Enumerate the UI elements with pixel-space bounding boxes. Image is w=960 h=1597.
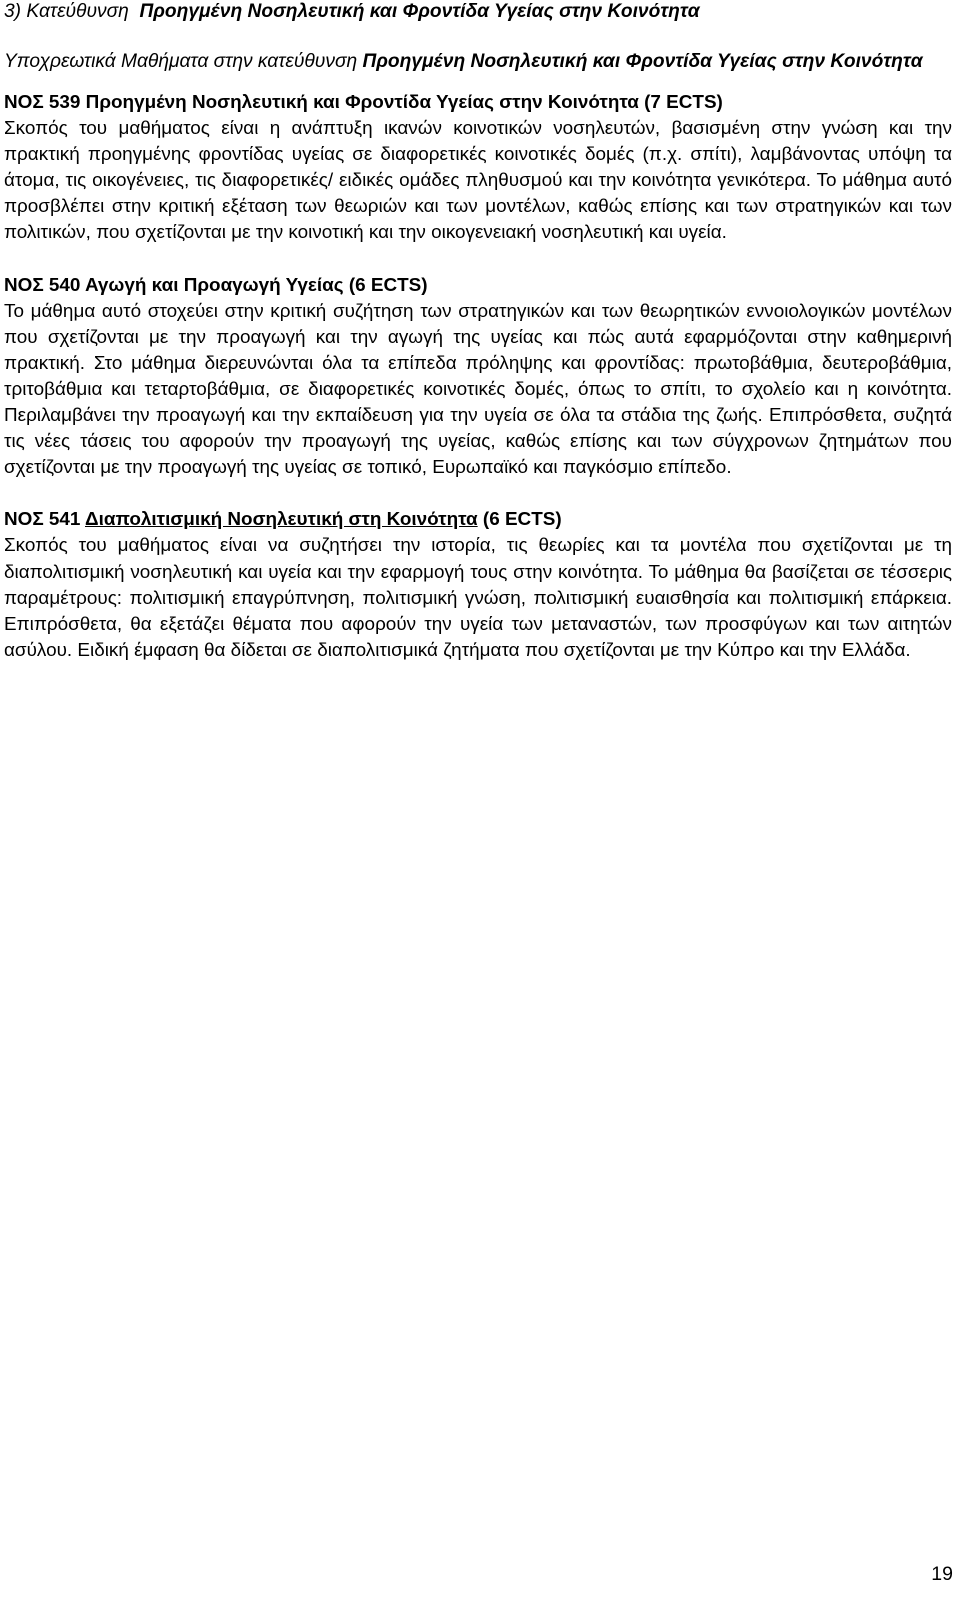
course-description: Σκοπός του μαθήματος είναι να συζητήσει την ιστορία, τις θεωρίες και τα μοντέλα που σχετίζονται με τη διαπολιτισμική νοσηλευτική και υγεία και την εφαρμογή τους στην κοινότητα. Το μάθημα θα βασίζεται σε τέσσερις παραμέτρους: πολιτισμική επαγρύπνηση, πολιτισμική γνώση, πολιτισμική ευαισθησία και πολιτισμική επάρκεια. Επιπρόσθετα, θα εξετάζει θέματα που αφορούν την υγεία των μεταναστών, των προσφύγων και των αιτητών ασύλου. Ειδική έμφαση θα δίδεται σε διαπολιτισμικά ζητήματα που σχετίζονται με την Κύπρο και την Ελλάδα. (4, 535, 952, 661)
course-title-credits: (6 ECTS) (477, 509, 562, 531)
course-title (4, 507, 952, 533)
document-page (4, 0, 952, 664)
required-courses-heading-title: Προηγμένη Νοσηλευτική και Φροντίδα Υγείας στην Κοινότητα (362, 51, 923, 72)
course-title: ΝΟΣ 539 Προηγμένη Νοσηλευτική και Φροντίδα Υγείας στην Κοινότητα (7 ECTS) (4, 92, 723, 113)
course-title: ΝΟΣ 540 Αγωγή και Προαγωγή Υγείας (6 ECTS) (4, 274, 428, 296)
course-description: Σκοπός του μαθήματος είναι η ανάπτυξη ικανών κοινοτικών νοσηλευτών, βασισμένη στην γνώση και την πρακτική προηγμένης φροντίδας υγείας σε διαφορετικές κοινοτικές δομές (π.χ. σπίτι), λαμβάνοντας υπόψη τα άτομα, τις οικογένειες, τις διαφορετικές/ ειδικές ομάδες πληθυσμού και την κοινότητα γενικότερα. Το μάθημα αυτό προσβλέπει στην κριτική εξέταση των θεωριών και των μοντέλων, καθώς επίσης και των στρατηγικών και των πολιτικών, που σχετίζονται με την κοινοτική και την οικογενειακή νοσηλευτική και υγεία. (4, 118, 952, 244)
page-number: 19 (931, 1563, 953, 1585)
direction-heading (4, 0, 952, 24)
direction-heading-prefix: 3) Κατεύθυνση (4, 1, 129, 22)
course-description: Το μάθημα αυτό στοχεύει στην κριτική συζήτηση των στρατηγικών και των θεωρητικών εννοιολογικών μοντέλων που σχετίζονται με την προαγωγή και την αγωγή της υγείας και πώς αυτά εφαρμόζονται στην καθημερινή πρακτική. Στο μάθημα διερευνώνται όλα τα επίπεδα πρόληψης και φροντίδας: πρωτοβάθμια, δευτεροβάθμια, τριτοβάθμια και τεταρτοβάθμια, σε διαφορετικές κοινοτικές δομές, όπως το σπίτι, το σχολείο και η κοινότητα. Περιλαμβάνει την προαγωγή και την εκπαίδευση για την υγεία σε όλα τα στάδια της ζωής. Επιπρόσθετα, συζητά τις νέες τάσεις του αφορούν την προαγωγή της υγείας, καθώς επίσης και των σύγχρονων ζητημάτων που σχετίζονται με την προαγωγή της υγείας σε τοπικό, Ευρωπαϊκό και παγκόσμιο επίπεδο. (4, 300, 952, 479)
required-courses-heading (4, 50, 952, 74)
course-title-underlined: Διαπολιτισμική Νοσηλευτική στη Κοινότητα (85, 509, 478, 531)
course-section-nos-541 (4, 507, 952, 664)
required-courses-heading-prefix: Υποχρεωτικά Μαθήματα στην κατεύθυνση (4, 51, 358, 72)
course-section-nos-540 (4, 273, 952, 482)
course-section-nos-539 (4, 90, 952, 247)
course-title-code: ΝΟΣ 541 (4, 509, 85, 531)
direction-heading-title: Προηγμένη Νοσηλευτική και Φροντίδα Υγείας στην Κοινότητα (139, 1, 700, 22)
